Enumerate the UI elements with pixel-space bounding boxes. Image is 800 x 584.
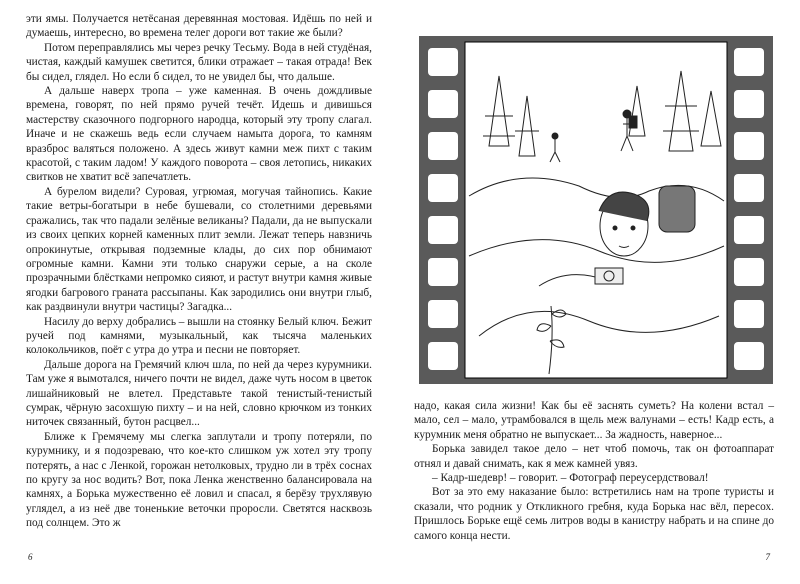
- film-hole: [428, 342, 458, 370]
- page-number: 6: [28, 552, 33, 562]
- film-hole: [734, 258, 764, 286]
- film-hole: [734, 90, 764, 118]
- page-number: 7: [765, 552, 770, 562]
- film-hole: [428, 300, 458, 328]
- paragraph: Вот за это ему наказание было: встретились нам на тропе туристы и сказали, что родник у Откликного гребня, куда Борька нас вёл, пересох. Пришлось Борьке ещё семь литров воды в канистру набрать и на спине до самого конца нести.: [414, 486, 774, 542]
- paragraph: надо, какая сила жизни! Как бы её заснять суметь? На колени встал – мало, сел – мало, утрамбовался в щель меж валунами – есть! Кадр есть, а курумник меня обратно не выпускает... За жадность, наверное...: [414, 400, 774, 441]
- right-page-text: [414, 399, 774, 543]
- film-hole: [734, 174, 764, 202]
- paragraph: Потом переправлялись мы через речку Тесьму. Вода в ней студёная, чистая, каждый камушек светится, блики отражает – такая отрада! Век бы сидел, глядел. Но если б сидел, то не увидел бы, что дальше.: [26, 41, 372, 83]
- film-hole: [734, 132, 764, 160]
- film-hole: [428, 258, 458, 286]
- paragraph: – Кадр-шедевр! – говорит. – Фотограф переусердствовал!: [432, 472, 709, 485]
- film-hole: [428, 216, 458, 244]
- film-hole: [734, 48, 764, 76]
- filmstrip-illustration-icon: [419, 36, 773, 384]
- film-hole: [428, 48, 458, 76]
- paragraph: Насилу до верху добрались – вышли на стоянку Белый ключ. Бежит ручей под камнями, музыкальный, как тысяча маленьких колокольчиков, поёт с утра до утра и песни не повторяет.: [26, 315, 372, 357]
- film-hole: [734, 300, 764, 328]
- paragraph: Дальше дорога на Гремячий ключ шла, по ней да через курумники. Там уже я вымотался, ничего почти не видел, даже чуть носом в цветок лишайниковый не влетел. Представьте такой тенистый-тенистый сумрак, чёрную засохшую пихту – и на ней, словно крючком из тонких ниточек связанный, бутон расцвел...: [26, 358, 372, 429]
- paragraph: Ближе к Гремячему мы слегка заплутали и тропу потеряли, по курумнику, и я подозреваю, что кое-кто слишком уж хотел эту тропу потерять, а нас с Ленкой, горожан нетолковых, трудно ли в трёх соснах по кругу за нос водить? Вот, пока Ленка женственно балансировала на камнях, а Борька мужественно её ловил и спасал, я берёзу трухлявую углядел, а из неё две тоненькие веточки проросли. Светятся насквозь под солнцем. Это ж: [26, 430, 372, 530]
- paragraph: Борька завидел такое дело – нет чтоб помочь, так он фотоаппарат отнял и давай снимать, как я меж камней увяз.: [414, 443, 774, 470]
- paragraph: А бурелом видели? Суровая, угрюмая, могучая тайнопись. Какие такие ветры-богатыри в небе бушевали, со столетними деревьями сражались, так что падали зелёные великаны? Падали, да не выпускали из своих цепких корней каменных плит земли. Лежат теперь навзничь опрокинутые, открывая подземные клады, до сих пор обнимают огромные камни. Камни эти только снаружи серые, а на сколе прозрачными блёстками непромко сияют, и растут внутри камня живые ягодки багрового граната рассыпаны. Как зародились они внутри глыб, как раздвинули внутри частицы? Загадка...: [26, 185, 372, 314]
- right-page: [400, 0, 800, 584]
- film-hole: [428, 174, 458, 202]
- film-hole: [428, 132, 458, 160]
- left-page-text: [26, 12, 372, 531]
- paragraph: А дальше наверх тропа – уже каменная. В очень дождливые времена, говорят, по ней прямо ручей течёт. Идешь и дивишься мастерству сказочного подгорного народца, который эту тропу слагал. Иначе и не скажешь ведь если случаем намыта дорога, то камням вразброс валяться положено. А здесь живут камни меж пихт с таким красотой, с таким ладом! У каждого поворота – своя летопись, никаких свитков не хватит всё запечатлеть.: [26, 85, 372, 184]
- film-hole: [734, 342, 764, 370]
- paragraph: эти ямы. Получается нетёсаная деревянная мостовая. Идёшь по ней и думаешь, интересно, во времена телег дороги вот такие же были?: [26, 13, 372, 40]
- film-hole: [734, 216, 764, 244]
- film-hole: [428, 90, 458, 118]
- camera-icon: [595, 268, 623, 284]
